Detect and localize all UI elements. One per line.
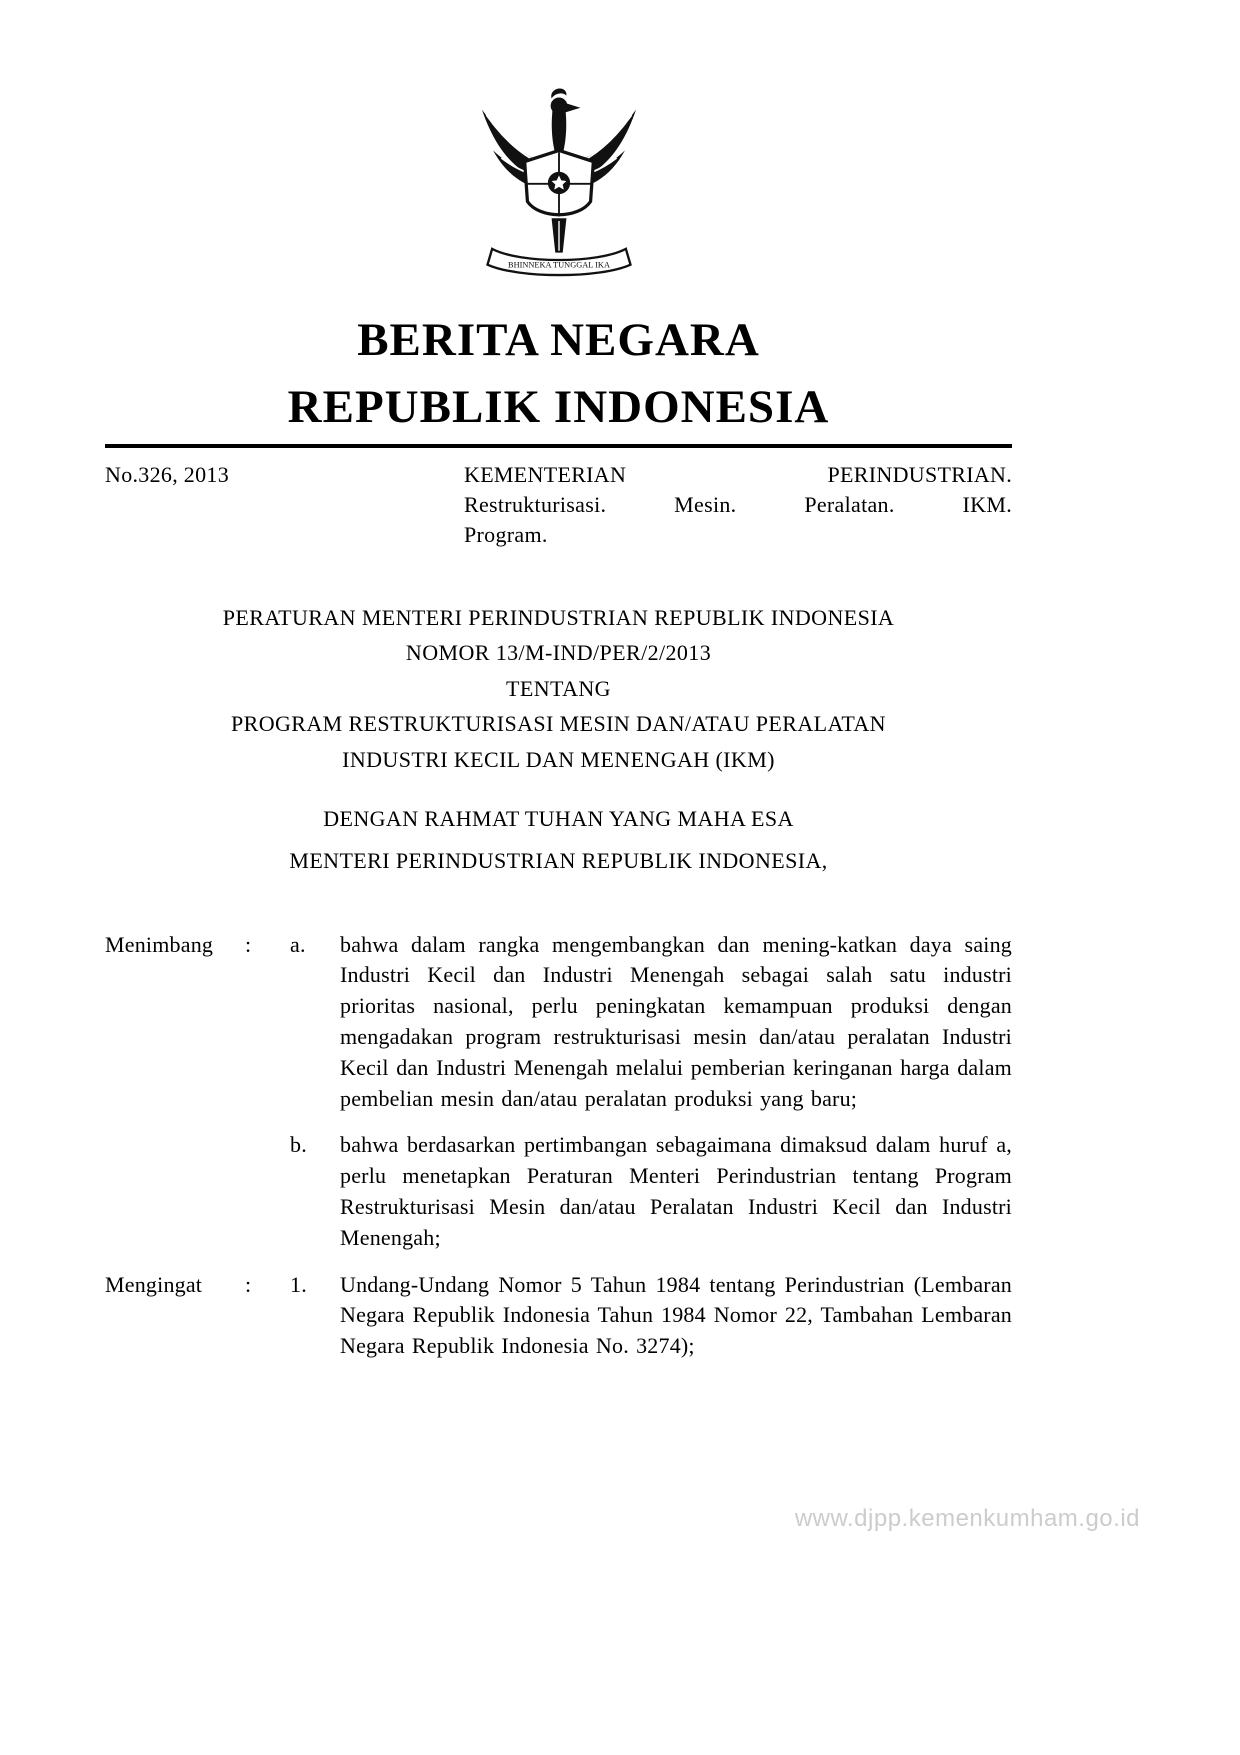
item-text: bahwa dalam rangka mengembangkan dan mening-katkan daya saing Industri Kecil dan Industri Menengah sebagai salah satu industri prioritas nasional, perlu peningkatan kemampuan produksi dengan mengadakan program restrukturisasi mesin dan/atau peralatan Industri Kecil dan Industri Menengah melalui pemberian keringanan harga dalam pembelian mesin dan/atau peralatan produksi yang baru; — [340, 931, 1012, 1111]
subject-abstract — [464, 460, 1012, 549]
masthead-line2: REPUBLIK INDONESIA — [287, 380, 830, 433]
item-marker: a. — [290, 931, 306, 957]
site-watermark: www.djpp.kemenkumham.go.id — [794, 1505, 1140, 1532]
abstract-line2: Restrukturisasi. Mesin. Peralatan. IKM. — [464, 492, 1012, 518]
menimbang-label: Menimbang — [105, 931, 214, 957]
masthead-line1: BERITA NEGARA — [357, 314, 760, 366]
abstract-line1: KEMENTERIAN PERINDUSTRIAN. — [464, 462, 1012, 488]
label-spacer — [105, 1130, 245, 1253]
page-content — [105, 0, 1012, 1362]
issue-number: No.326, 2013 — [105, 462, 229, 488]
item-marker: b. — [290, 1132, 307, 1158]
abstract-line3: Program. — [464, 521, 548, 547]
mengingat-label: Mengingat — [105, 1271, 203, 1297]
mengingat-item-1 — [105, 1270, 1012, 1362]
regulation-title-line1: PERATURAN MENTERI PERINDUSTRIAN REPUBLIK INDONESIA — [222, 604, 895, 630]
invocation-line: DENGAN RAHMAT TUHAN YANG MAHA ESA — [323, 805, 794, 831]
regulation-title-line5: INDUSTRI KECIL DAN MENENGAH (IKM) — [342, 747, 775, 773]
item-text: bahwa berdasarkan pertimbangan sebagaimana dimaksud dalam huruf a, perlu menetapkan Peraturan Menteri Perindustrian tentang Program Restrukturisasi Mesin dan/atau Peralatan Industri Kecil dan Industri Menengah; — [340, 1132, 1012, 1250]
regulation-title-line2: NOMOR 13/M-IND/PER/2/2013 — [405, 640, 712, 666]
regulation-title-line4: PROGRAM RESTRUKTURISASI MESIN DAN/ATAU PERALATAN — [231, 711, 886, 737]
garuda-pancasila-icon — [466, 78, 652, 286]
item-marker: 1. — [290, 1271, 307, 1297]
authority-line: MENTERI PERINDUSTRIAN REPUBLIK INDONESIA, — [289, 847, 828, 873]
colon-spacer — [245, 1130, 290, 1253]
item-text: Undang-Undang Nomor 5 Tahun 1984 tentang Perindustrian (Lembaran Negara Republik Indonesia Tahun 1984 Nomor 22, Tambahan Lembaran Negara Republik Indonesia No. 3274); — [340, 1271, 1012, 1359]
regulation-title — [105, 600, 1012, 778]
menimbang-item-b — [105, 1130, 1012, 1253]
regulation-title-line3: TENTANG — [506, 675, 611, 701]
masthead-rule — [105, 444, 1012, 448]
masthead-title — [105, 307, 1012, 440]
emblem-motto: BHINNEKA TUNGGAL IKA — [507, 260, 610, 270]
garuda-pancasila-emblem — [105, 0, 1012, 291]
gazette-header-row — [105, 460, 1012, 549]
mengingat-colon: : — [245, 1271, 252, 1297]
menimbang-colon: : — [245, 931, 252, 957]
menimbang-item-a — [105, 930, 1012, 1115]
